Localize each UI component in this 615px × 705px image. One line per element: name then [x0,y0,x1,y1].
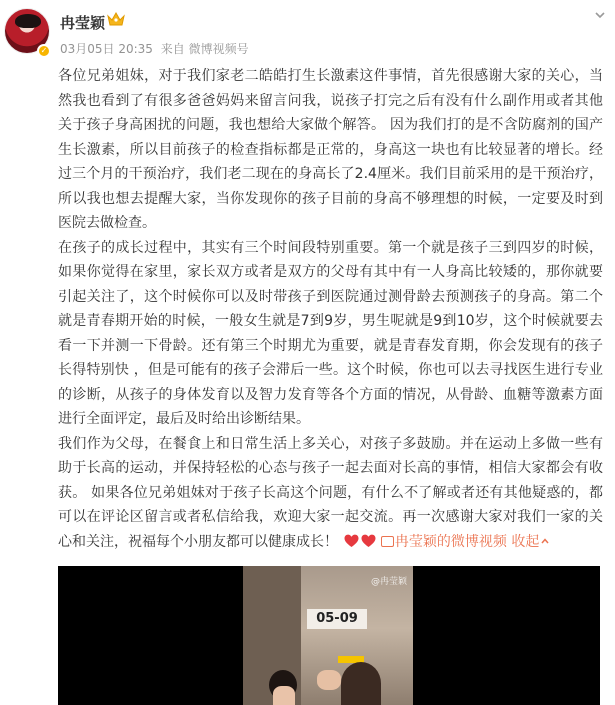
post-text [58,64,603,554]
post-paragraph: 我们作为父母，在餐食上和日常生活上多关心，对孩子多鼓励。并在运动上多做一些有助于长高的运动，并保持轻松的心态与孩子一起去面对长高的事情，相信大家都会有收获。 如果各位兄弟姐妹对于孩子长高这个问题，有什么不了解或者还有其他疑惑的，都可以在评论区留言或者私信给我，欢迎大家一起交流。再一次感谢大家对我们一家的关心和关注，祝福每个小朋友都可以健康成长！ 冉莹颖的微博视频 收起 [58,435,603,550]
post-date[interactable]: 03月05日 20:35 [60,42,153,56]
video-player[interactable] [58,566,600,705]
heart-icon [344,534,359,548]
door-sign: 05-09 [307,609,367,629]
post-source: 来自 微博视频号 [160,42,249,56]
collapse-button[interactable]: 收起 [511,534,550,550]
post-meta [60,40,253,57]
video-frame [243,566,413,705]
author-name[interactable]: 冉莹颖 [60,14,106,32]
video-link[interactable]: 冉莹颖的微博视频 [381,534,507,550]
post-paragraph: 在孩子的成长过程中，其实有三个时间段特别重要。第一个就是孩子三到四岁的时候，如果你觉得在家里，家长双方或者是双方的父母有其中有一人身高比较矮的，那你就要引起关注了，这个时候你可以及时带孩子到医院通过测骨龄去预测孩子的身高。第二个就是青春期开始的时候，一般女生就是7到9岁，男生呢就是9到10岁，这个时候就要去看一下并测一下骨龄。还有第三个时期尤为重要，就是青春发育期，你会发现有的孩子长得特别快 ，但是可能有的孩子会滞后一些。这个时候，你也可以去寻找医生进行专业的诊断，从孩子的身体发育以及智力发育等各个方面的情况，从骨龄、血糖等激素方面进行全面评定，最后及时给出诊断结果。 [58,239,603,427]
post-paragraph: 各位兄弟姐妹，对于我们家老二皓皓打生长激素这件事情，首先很感谢大家的关心，当然我也看到了有很多爸爸妈妈来留言问我，说孩子打完之后有没有什么副作用或者其他关于孩子身高困扰的问题，我也想给大家做个解答。 因为我们打的是不含防腐剂的国产生长激素，所以目前孩子的检查指标都是正常的，身高这一块也有比较显著的增长。经过三个月的干预治疗，我们老二现在的身高长了2.4厘米。我们目前采用的是干预治疗，所以我也想去提醒大家，当你发现你的孩子目前的身高不够理想的时候，一定要及时到医院去做检查。 [58,68,603,231]
verified-icon: ✓ [37,44,51,58]
heart-icon [361,534,376,548]
video-icon [381,536,394,547]
post-header [0,0,615,70]
chevron-down-icon[interactable] [593,8,607,22]
chevron-up-icon [540,536,550,546]
crown-icon[interactable] [106,10,126,28]
video-watermark: @冉莹颖 [370,577,407,587]
